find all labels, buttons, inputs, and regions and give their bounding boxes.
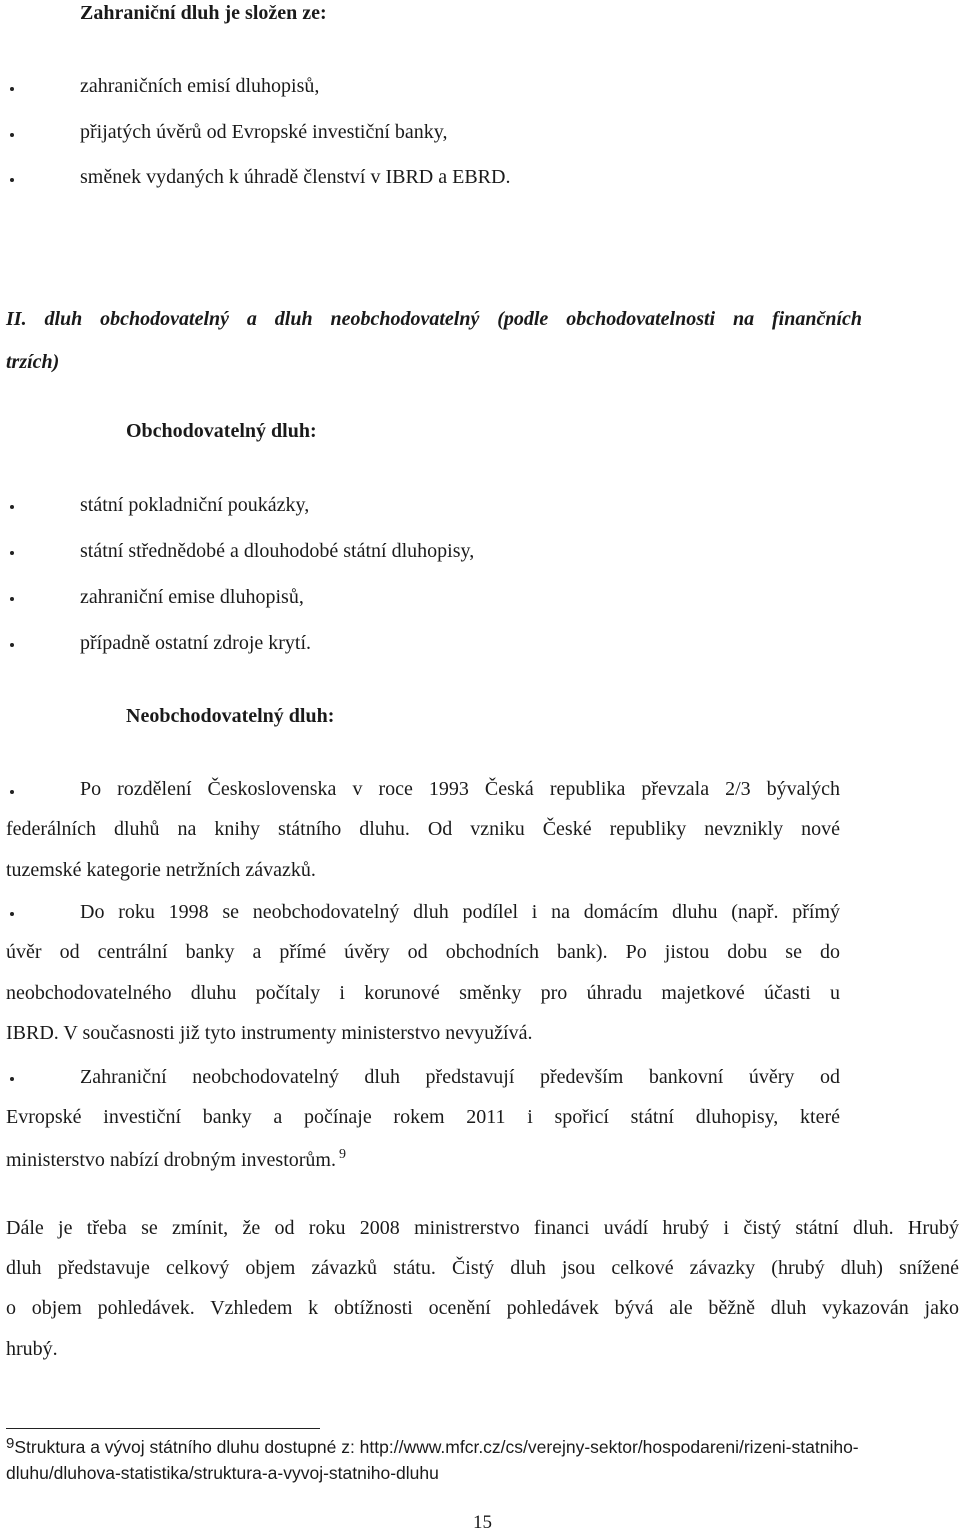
bullet-icon [10, 1077, 14, 1081]
paragraph-line: dluh představuje celkový objem závazků státu. Čistý dluh jsou celkové závazky (hrubý dluh) snížené [6, 1257, 959, 1279]
page-number: 15 [473, 1512, 492, 1533]
footnote-line [6, 1435, 859, 1458]
bullet-icon [10, 551, 14, 555]
footnote-separator [6, 1428, 320, 1429]
subheading-obchodovatelny: Obchodovatelný dluh: [126, 420, 317, 442]
bullet-icon [10, 912, 14, 916]
paragraph-line: IBRD. V současnosti již tyto instrumenty ministerstvo nevyužívá. [6, 1022, 533, 1044]
paragraph-line: hrubý. [6, 1338, 58, 1360]
section-heading-zahranicni-dluh: Zahraniční dluh je složen ze: [80, 2, 327, 24]
paragraph-line: Evropské investiční banky a počínaje rokem 2011 i spořicí státní dluhopisy, které [6, 1106, 840, 1128]
list-item: přijatých úvěrů od Evropské investiční banky, [80, 121, 448, 143]
list-item: směnek vydaných k úhradě členství v IBRD a EBRD. [80, 166, 511, 188]
bullet-icon [10, 505, 14, 509]
bullet-icon [10, 597, 14, 601]
paragraph-line: Po rozdělení Československa v roce 1993 Česká republika převzala 2/3 bývalých [80, 778, 840, 800]
paragraph-line: Zahraniční neobchodovatelný dluh představují především bankovní úvěry od [80, 1066, 840, 1088]
paragraph-line-text: ministerstvo nabízí drobným investorům. [6, 1149, 336, 1171]
footnote-number: 9 [6, 1435, 15, 1452]
list-item: státní střednědobé a dlouhodobé státní dluhopisy, [80, 540, 475, 562]
paragraph-line: tuzemské kategorie netržních závazků. [6, 859, 316, 881]
section-heading-ii-continuation: trzích) [6, 351, 60, 373]
section-heading-ii: II. dluh obchodovatelný a dluh neobchodovatelný (podle obchodovatelnosti na finančních [6, 308, 862, 330]
bullet-icon [10, 87, 14, 91]
subheading-neobchodovatelny: Neobchodovatelný dluh: [126, 705, 335, 727]
list-item: případně ostatní zdroje krytí. [80, 632, 312, 654]
paragraph-line: federálních dluhů na knihy státního dluhu. Od vzniku České republiky nevznikly nové [6, 818, 840, 840]
bullet-icon [10, 133, 14, 137]
paragraph-line: Dále je třeba se zmínit, že od roku 2008 ministrerstvo financi uvádí hrubý i čistý státní dluh. Hrubý [6, 1217, 959, 1239]
footnote-text[interactable]: Struktura a vývoj státního dluhu dostupné z: http://www.mfcr.cz/cs/verejny-sektor/hospodareni/rizeni-statniho- [14, 1437, 859, 1457]
paragraph-line: Do roku 1998 se neobchodovatelný dluh podílel i na domácím dluhu (např. přímý [80, 901, 840, 923]
footnote-reference[interactable]: 9 [338, 1147, 346, 1162]
list-item: státní pokladniční poukázky, [80, 494, 310, 516]
bullet-icon [10, 178, 14, 182]
list-item: zahraničních emisí dluhopisů, [80, 75, 320, 97]
paragraph-line: o objem pohledávek. Vzhledem k obtížnosti ocenění pohledávek bývá ale běžně dluh vykazován jako [6, 1297, 959, 1319]
bullet-icon [10, 643, 14, 647]
footnote-line[interactable]: dluhu/dluhova-statistika/struktura-a-vyvoj-statniho-dluhu [6, 1463, 439, 1483]
list-item: zahraniční emise dluhopisů, [80, 586, 304, 608]
paragraph-line: úvěr od centrální banky a přímé úvěry od obchodních bank). Po jistou dobu se do [6, 941, 840, 963]
paragraph-line-with-footnote-ref [6, 1147, 346, 1172]
bullet-icon [10, 790, 14, 794]
paragraph-line: neobchodovatelného dluhu počítaly i korunové směnky pro úhradu majetkové účasti u [6, 982, 840, 1004]
